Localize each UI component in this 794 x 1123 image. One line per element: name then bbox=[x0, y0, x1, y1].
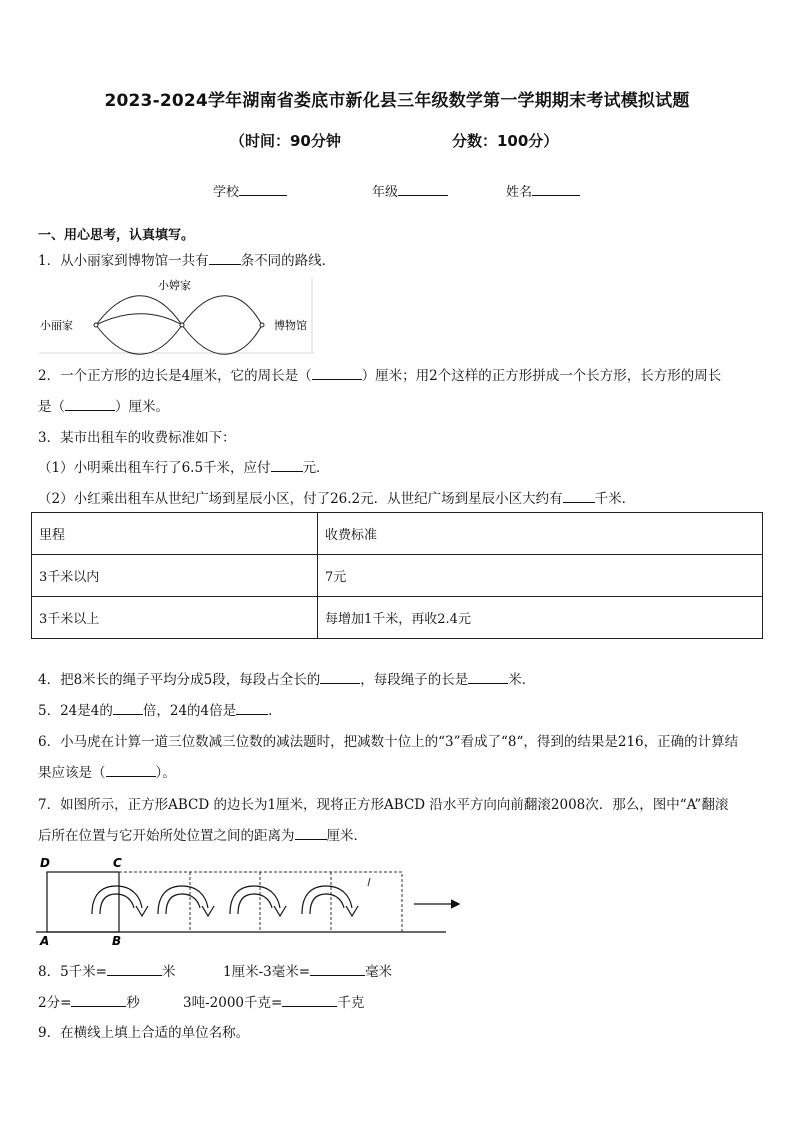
question-4 bbox=[38, 668, 535, 688]
fare-table bbox=[31, 512, 763, 639]
q3-p1-text: （1）小明乘出租车行了6.5千米，应付 bbox=[38, 460, 271, 476]
header-cell: 里程 bbox=[32, 513, 318, 555]
q8-text: 8．5千米= bbox=[38, 964, 107, 980]
q1-text-end: 条不同的路线． bbox=[240, 253, 336, 269]
question-3: 3．某市出租车的收费标准如下： bbox=[38, 430, 236, 446]
q4-text: 4．把8米长的绳子平均分成5段，每段占全长的 bbox=[38, 672, 321, 688]
q3-p1-text-end: 元． bbox=[302, 460, 330, 476]
q5-blank-2[interactable] bbox=[236, 701, 268, 715]
school-blank[interactable] bbox=[239, 182, 287, 196]
q2-text-4: ）厘米。 bbox=[115, 399, 169, 415]
name-field bbox=[506, 181, 580, 200]
rolling-square-diagram bbox=[34, 852, 464, 948]
vertex-d: D bbox=[40, 856, 50, 870]
q8-text: 3吨-2000千克= bbox=[183, 995, 283, 1011]
question-5 bbox=[38, 699, 282, 719]
q6-text-end: ）。 bbox=[155, 765, 176, 781]
table-row bbox=[32, 597, 763, 639]
q3-blank-2[interactable] bbox=[563, 489, 595, 503]
vertex-c: C bbox=[113, 856, 122, 870]
label-left: 小丽家 bbox=[40, 319, 73, 332]
q8-blank-4[interactable] bbox=[282, 993, 337, 1007]
question-7: 7．如图所示，正方形ABCD 的边长为1厘米，现将正方形ABCD 沿水平方向向前翻滚2008次．那么，图中“A”翻滚 bbox=[38, 797, 729, 813]
route-curve bbox=[96, 296, 182, 325]
q8-unit: 秒 bbox=[126, 995, 140, 1011]
table-cell: 7元 bbox=[318, 555, 763, 597]
name-blank[interactable] bbox=[532, 182, 580, 196]
route-curve bbox=[182, 325, 262, 354]
page-title: 2023-2024学年湖南省娄底市新化县三年级数学第一学期期末考试模拟试题 bbox=[104, 91, 690, 111]
q5-text-2: 倍，24的4倍是 bbox=[142, 703, 237, 719]
node-dot bbox=[260, 323, 264, 327]
grade-blank[interactable] bbox=[398, 182, 448, 196]
roll-arrow bbox=[158, 886, 214, 916]
school-label: 学校 bbox=[213, 185, 240, 200]
grade-field bbox=[372, 181, 448, 200]
q1-text: 1．从小丽家到博物馆一共有 bbox=[38, 253, 209, 269]
q3-blank-1[interactable] bbox=[271, 458, 303, 472]
table-cell: 每增加1千米，再收2.4元 bbox=[318, 597, 763, 639]
q8-unit: 千克 bbox=[337, 995, 365, 1011]
time-label: （时间：90分钟 bbox=[230, 132, 341, 150]
question-2 bbox=[38, 364, 721, 384]
grade-label: 年级 bbox=[372, 185, 399, 200]
q1-blank[interactable] bbox=[209, 251, 241, 265]
score-label: 分数：100分） bbox=[452, 132, 559, 150]
q4-blank-2[interactable] bbox=[468, 670, 508, 684]
label-right: 博物馆 bbox=[274, 319, 307, 332]
roll-arrow bbox=[230, 886, 286, 916]
square-abcd bbox=[47, 872, 119, 932]
question-2-cont bbox=[38, 395, 169, 415]
q8-text: 1厘米-3毫米= bbox=[223, 964, 311, 980]
q4-blank-1[interactable] bbox=[320, 670, 360, 684]
route-curve bbox=[96, 314, 182, 325]
q6-blank[interactable] bbox=[106, 763, 156, 777]
vertex-b: B bbox=[112, 934, 122, 948]
table-cell: 3千米以内 bbox=[32, 555, 318, 597]
q2-text: 2．一个正方形的边长是4厘米，它的周长是（ bbox=[38, 368, 312, 384]
roll-arrow bbox=[302, 886, 358, 916]
q8-unit: 米 bbox=[162, 964, 176, 980]
question-8-a bbox=[38, 960, 176, 980]
route-curve bbox=[96, 325, 182, 354]
q5-text: 5．24是4的 bbox=[38, 703, 113, 719]
question-6-cont bbox=[38, 761, 176, 781]
q8-unit: 毫米 bbox=[365, 964, 393, 980]
routes-diagram bbox=[36, 275, 316, 355]
q6-text: 果应该是（ bbox=[38, 765, 106, 781]
question-8-c bbox=[38, 991, 140, 1011]
q5-text-3: ． bbox=[268, 703, 282, 719]
question-9: 9．在横线上填上合适的单位名称。 bbox=[38, 1025, 250, 1041]
question-1 bbox=[38, 249, 335, 269]
question-3-part-1 bbox=[38, 456, 330, 476]
q7-blank[interactable] bbox=[295, 826, 327, 840]
question-6: 6．小马虎在计算一道三位数减三位数的减法题时，把减数十位上的“3”看成了“8“，得到的结果是216，正确的计算结 bbox=[38, 734, 739, 750]
section-title: 一、用心思考，认真填写。 bbox=[38, 228, 195, 243]
label-top: 小婷家 bbox=[158, 279, 191, 292]
q2-text-3: 是（ bbox=[38, 399, 65, 415]
q8-text: 2分= bbox=[38, 995, 72, 1011]
q7-text-end: 厘米． bbox=[326, 828, 367, 844]
table-cell: 3千米以上 bbox=[32, 597, 318, 639]
header-cell: 收费标准 bbox=[318, 513, 763, 555]
q8-blank-3[interactable] bbox=[71, 993, 126, 1007]
roll-arrow bbox=[92, 886, 148, 916]
q2-blank-2[interactable] bbox=[65, 397, 115, 411]
q2-blank-1[interactable] bbox=[312, 366, 362, 380]
q5-blank-1[interactable] bbox=[113, 701, 143, 715]
q2-text-2: ）厘米；用2个这样的正方形拼成一个长方形，长方形的周长 bbox=[361, 368, 722, 384]
q3-p2-text-end: 千米． bbox=[594, 491, 636, 507]
q4-text-2: ，每段绳子的长是 bbox=[360, 672, 469, 688]
node-dot bbox=[94, 323, 98, 327]
q8-blank-2[interactable] bbox=[310, 962, 365, 976]
q8-blank-1[interactable] bbox=[107, 962, 162, 976]
name-label: 姓名 bbox=[506, 185, 533, 200]
question-8-b bbox=[223, 960, 392, 980]
table-row bbox=[32, 555, 763, 597]
node-dot bbox=[180, 323, 184, 327]
q3-p2-text: （2）小红乘出租车从世纪广场到星辰小区，付了26.2元．从世纪广场到星辰小区大约有 bbox=[38, 491, 563, 507]
question-8-d bbox=[183, 991, 364, 1011]
school-field bbox=[213, 181, 287, 200]
vertex-a: A bbox=[40, 934, 50, 948]
q7-text: 后所在位置与它开始所处位置之间的距离为 bbox=[38, 828, 295, 844]
route-curve bbox=[182, 296, 262, 325]
table-header-row bbox=[32, 513, 763, 555]
q4-text-3: 米． bbox=[508, 672, 536, 688]
question-3-part-2 bbox=[38, 487, 635, 507]
question-7-cont bbox=[38, 824, 367, 844]
